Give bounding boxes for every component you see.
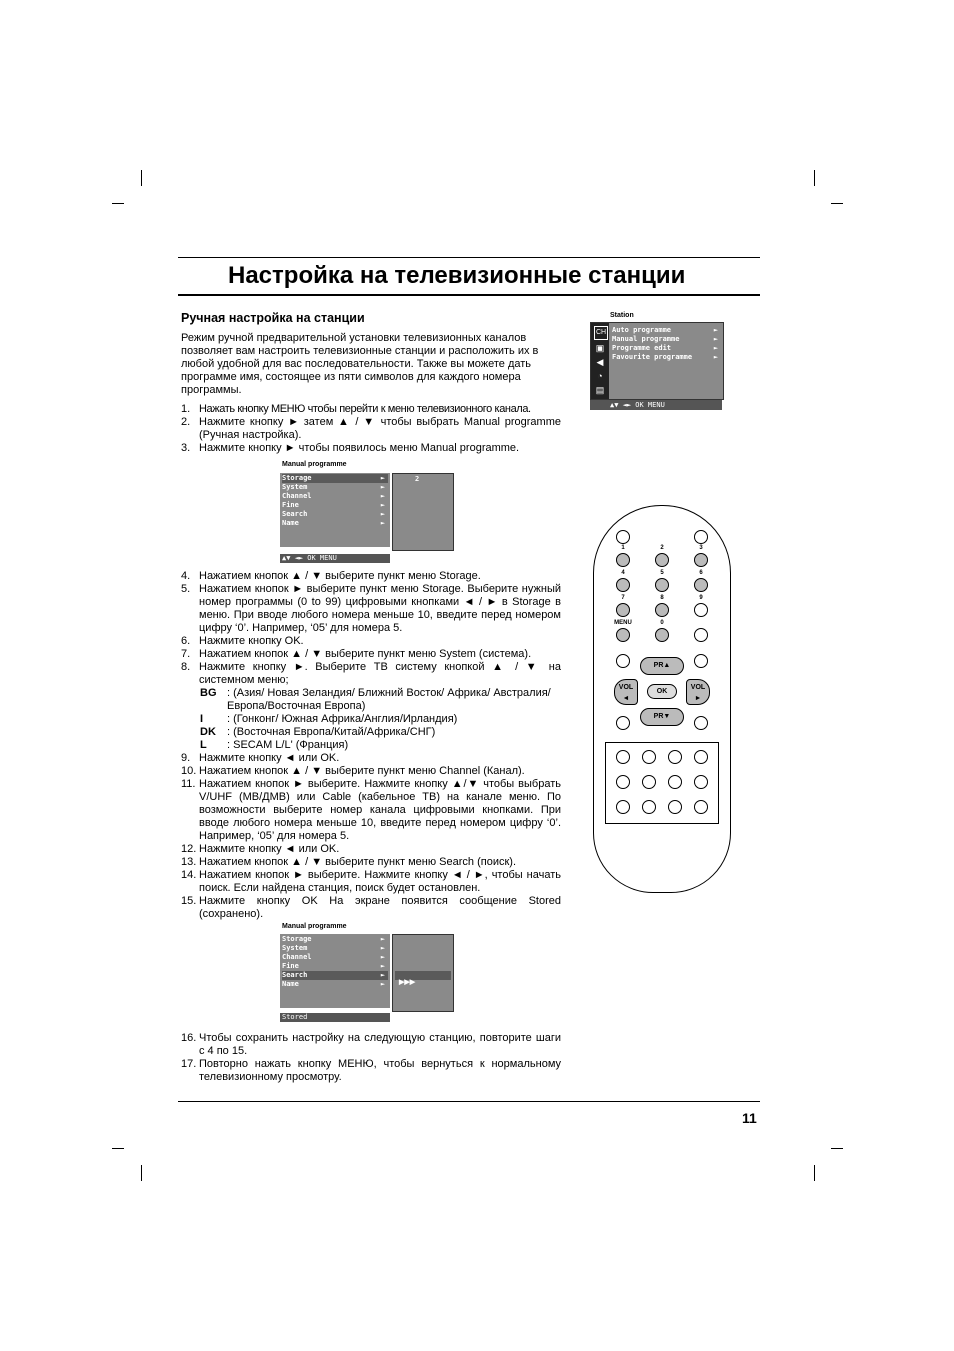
list-item: 17. Повторно нажать кнопку МЕНЮ, чтобы вернуться к нормальному телевизионному просмотру. — [181, 1058, 561, 1083]
intro-paragraph: Режим ручной предварительной установки телевизионных каналов позволяет вам настроить телевизионные станции и расположить их в любой удобной для вас последовательности. Также вы можете дать программе имя, состоящее из пяти символов для каждого номера программы. — [181, 332, 539, 396]
list-item: 10. Нажатием кнопок ▲ / ▼ выберите пункт меню Channel (Канал). — [181, 765, 525, 777]
menu-item-search: Search ► — [282, 971, 388, 980]
menu-item-fine: Fine ► — [282, 962, 385, 970]
function-button — [642, 775, 656, 789]
pr-up-button: PR▲ — [640, 657, 684, 675]
list-item: 11. Нажатием кнопок ► выберите. Нажмите кнопку ▲/▼ чтобы выбрать V/UHF (МВ/ДМВ) или Cable (кабельное ТВ) на канале меню. По возможности выберите номер канала цифровыми кнопками. При вводе любого номера меньше 10, введите перед номером цифру ‘0’. Например, ‘05’ для номера 5. — [181, 778, 561, 842]
function-button — [616, 800, 630, 814]
digit-label: 8 — [660, 595, 664, 601]
channel-icon: CH — [594, 326, 608, 340]
value-panel — [392, 473, 454, 551]
crop-mark — [814, 170, 815, 186]
digit-button — [655, 578, 669, 592]
menu-item-search: Search ► — [282, 510, 385, 518]
function-button — [668, 800, 682, 814]
system-item: DK : (Восточная Европа/Китай/Африка/СНГ) — [200, 726, 436, 738]
steps-list-a — [181, 403, 561, 455]
system-item: I : (Гонконг/ Южная Африка/Англия/Ирландия) — [200, 713, 458, 725]
digit-button — [655, 628, 669, 642]
remote-button — [694, 654, 708, 668]
pr-down-button: PR▼ — [640, 708, 684, 726]
crop-mark — [831, 203, 843, 204]
steps-list-b — [181, 570, 561, 921]
menu-footer: ▲▼ ◄► OK MENU — [280, 554, 390, 563]
function-button — [694, 750, 708, 764]
function-button — [642, 750, 656, 764]
digit-button — [655, 553, 669, 567]
storage-value: 2 — [415, 475, 420, 483]
list-item: 14. Нажатием кнопок ► выберите. Нажмите кнопку ◄ / ►, чтобы начать поиск. Если найдена станция, поиск будет остановлен. — [181, 869, 561, 894]
sound-icon: ◀ — [596, 357, 604, 367]
menu-item-system: System ► — [282, 483, 385, 491]
system-item: BG : (Азия/ Новая Зеландия/ Ближний Восток/ Африка/ Австралия/Европа/Восточная Европа) — [200, 687, 551, 712]
crop-mark — [141, 1165, 142, 1181]
function-button — [616, 775, 630, 789]
menu-item-storage: Storage ► — [282, 935, 385, 943]
function-button — [642, 800, 656, 814]
vol-right-button: VOL ► — [686, 679, 710, 705]
menu-item-name: Name ► — [282, 519, 385, 527]
station-footer: ▲▼ ◄► OK MENU — [590, 400, 722, 410]
station-item: Manual programme ► — [612, 335, 718, 343]
vol-left-button: VOL ◄ — [614, 679, 638, 705]
crop-mark — [831, 1148, 843, 1149]
remote-button — [616, 654, 630, 668]
remote-button — [694, 530, 708, 544]
crop-mark — [814, 1165, 815, 1181]
list-item: 9. Нажмите кнопку ◄ или OK. — [181, 752, 340, 764]
list-item: 12. Нажмите кнопку ◄ или OK. — [181, 843, 340, 855]
digit-label: 7 — [621, 595, 625, 601]
stored-footer: Stored — [280, 1013, 390, 1022]
list-item: 7. Нажатием кнопок ▲ / ▼ выберите пункт меню System (система). — [181, 648, 532, 660]
function-button — [694, 775, 708, 789]
list-item: 5. Нажатием кнопок ► выберите пункт меню Storage. Выберите нужный номер программы (0 to 99) цифровыми кнопками ◄ / ► в Storage в меню. При вводе любого номера меньше 10, введите перед номером цифру ‘0’. Например, ‘05’ для номера 5. — [181, 583, 561, 634]
title-top-rule — [178, 257, 760, 258]
digit-label: 6 — [699, 570, 703, 576]
menu-item-name: Name ► — [282, 980, 385, 988]
remote-button — [694, 603, 708, 617]
menu-item-system: System ► — [282, 944, 385, 952]
station-item: Favourite programme ► — [612, 353, 718, 361]
remote-button — [616, 530, 630, 544]
digit-label: 4 — [621, 570, 625, 576]
digit-button — [694, 553, 708, 567]
search-progress: ▶▶▶ — [395, 971, 451, 980]
lock-icon: ▤ — [595, 385, 605, 395]
digit-button — [616, 553, 630, 567]
page-title: Настройка на телевизионные станции — [228, 262, 686, 289]
list-item: 13. Нажатием кнопок ▲ / ▼ выберите пункт меню Search (поиск). — [181, 856, 517, 868]
remote-button — [694, 716, 708, 730]
title-bottom-rule — [178, 294, 760, 296]
digit-label: 5 — [660, 570, 664, 576]
function-button — [616, 750, 630, 764]
remote-button — [616, 716, 630, 730]
ok-button: OK — [647, 684, 677, 699]
function-button — [668, 750, 682, 764]
osd-caption: Manual programme — [282, 923, 347, 930]
list-item: 2. Нажмите кнопку ► затем ▲ / ▼ чтобы выбрать Manual programme (Ручная настройка). — [181, 416, 561, 441]
list-item: 15. Нажмите кнопку OK На экране появится сообщение Stored (сохранено). — [181, 895, 561, 920]
clock-icon: ◔ — [597, 371, 603, 381]
station-menu — [590, 322, 724, 400]
list-item: 1. Нажать кнопку МЕНЮ чтобы перейти к меню телевизионного канала. — [181, 403, 531, 415]
station-item: Auto programme ► — [612, 326, 718, 334]
list-item: 8. Нажмите кнопку ►. Выберите ТВ систему кнопкой ▲ / ▼ на системном меню; — [181, 661, 561, 686]
list-item: 16. Чтобы сохранить настройку на следующую станцию, повторите шаги с 4 по 15. — [181, 1032, 561, 1057]
function-button — [694, 800, 708, 814]
digit-label: 9 — [699, 595, 703, 601]
digit-label: 3 — [699, 545, 703, 551]
digit-label: 1 — [621, 545, 625, 551]
station-caption: Station — [610, 312, 634, 319]
menu-item-channel: Channel ► — [282, 492, 385, 500]
menu-item-storage: Storage ► — [282, 474, 388, 483]
digit-label: 2 — [660, 545, 664, 551]
section-subtitle: Ручная настройка на станции — [181, 311, 365, 325]
station-item: Programme edit ► — [612, 344, 718, 352]
remote-button — [694, 628, 708, 642]
digit-button — [616, 578, 630, 592]
crop-mark — [141, 170, 142, 186]
value-panel — [392, 934, 454, 1012]
page-number: 11 — [742, 1110, 757, 1126]
menu-item-fine: Fine ► — [282, 501, 385, 509]
system-item: L : SECAM L/L' (Франция) — [200, 739, 349, 751]
digit-button — [655, 603, 669, 617]
menu-item-channel: Channel ► — [282, 953, 385, 961]
menu-button — [616, 628, 630, 642]
crop-mark — [112, 203, 124, 204]
list-item: 4. Нажатием кнопок ▲ / ▼ выберите пункт меню Storage. — [181, 570, 481, 582]
function-button — [668, 775, 682, 789]
picture-icon: ▣ — [595, 343, 605, 353]
manual-programme-menu — [280, 473, 454, 563]
digit-button — [694, 578, 708, 592]
digit-button — [616, 603, 630, 617]
list-item: 6. Нажмите кнопку OK. — [181, 635, 304, 647]
bottom-rule — [178, 1101, 760, 1102]
steps-list-d — [181, 1032, 561, 1084]
crop-mark — [112, 1148, 124, 1149]
menu-icon-bar — [591, 323, 609, 399]
list-item: 3. Нажмите кнопку ► чтобы появилось меню Manual programme. — [181, 442, 520, 454]
osd-caption: Manual programme — [282, 461, 347, 468]
menu-label: MENU — [614, 620, 632, 626]
digit-label: 0 — [660, 620, 664, 626]
manual-programme-menu-stored — [280, 934, 454, 1024]
